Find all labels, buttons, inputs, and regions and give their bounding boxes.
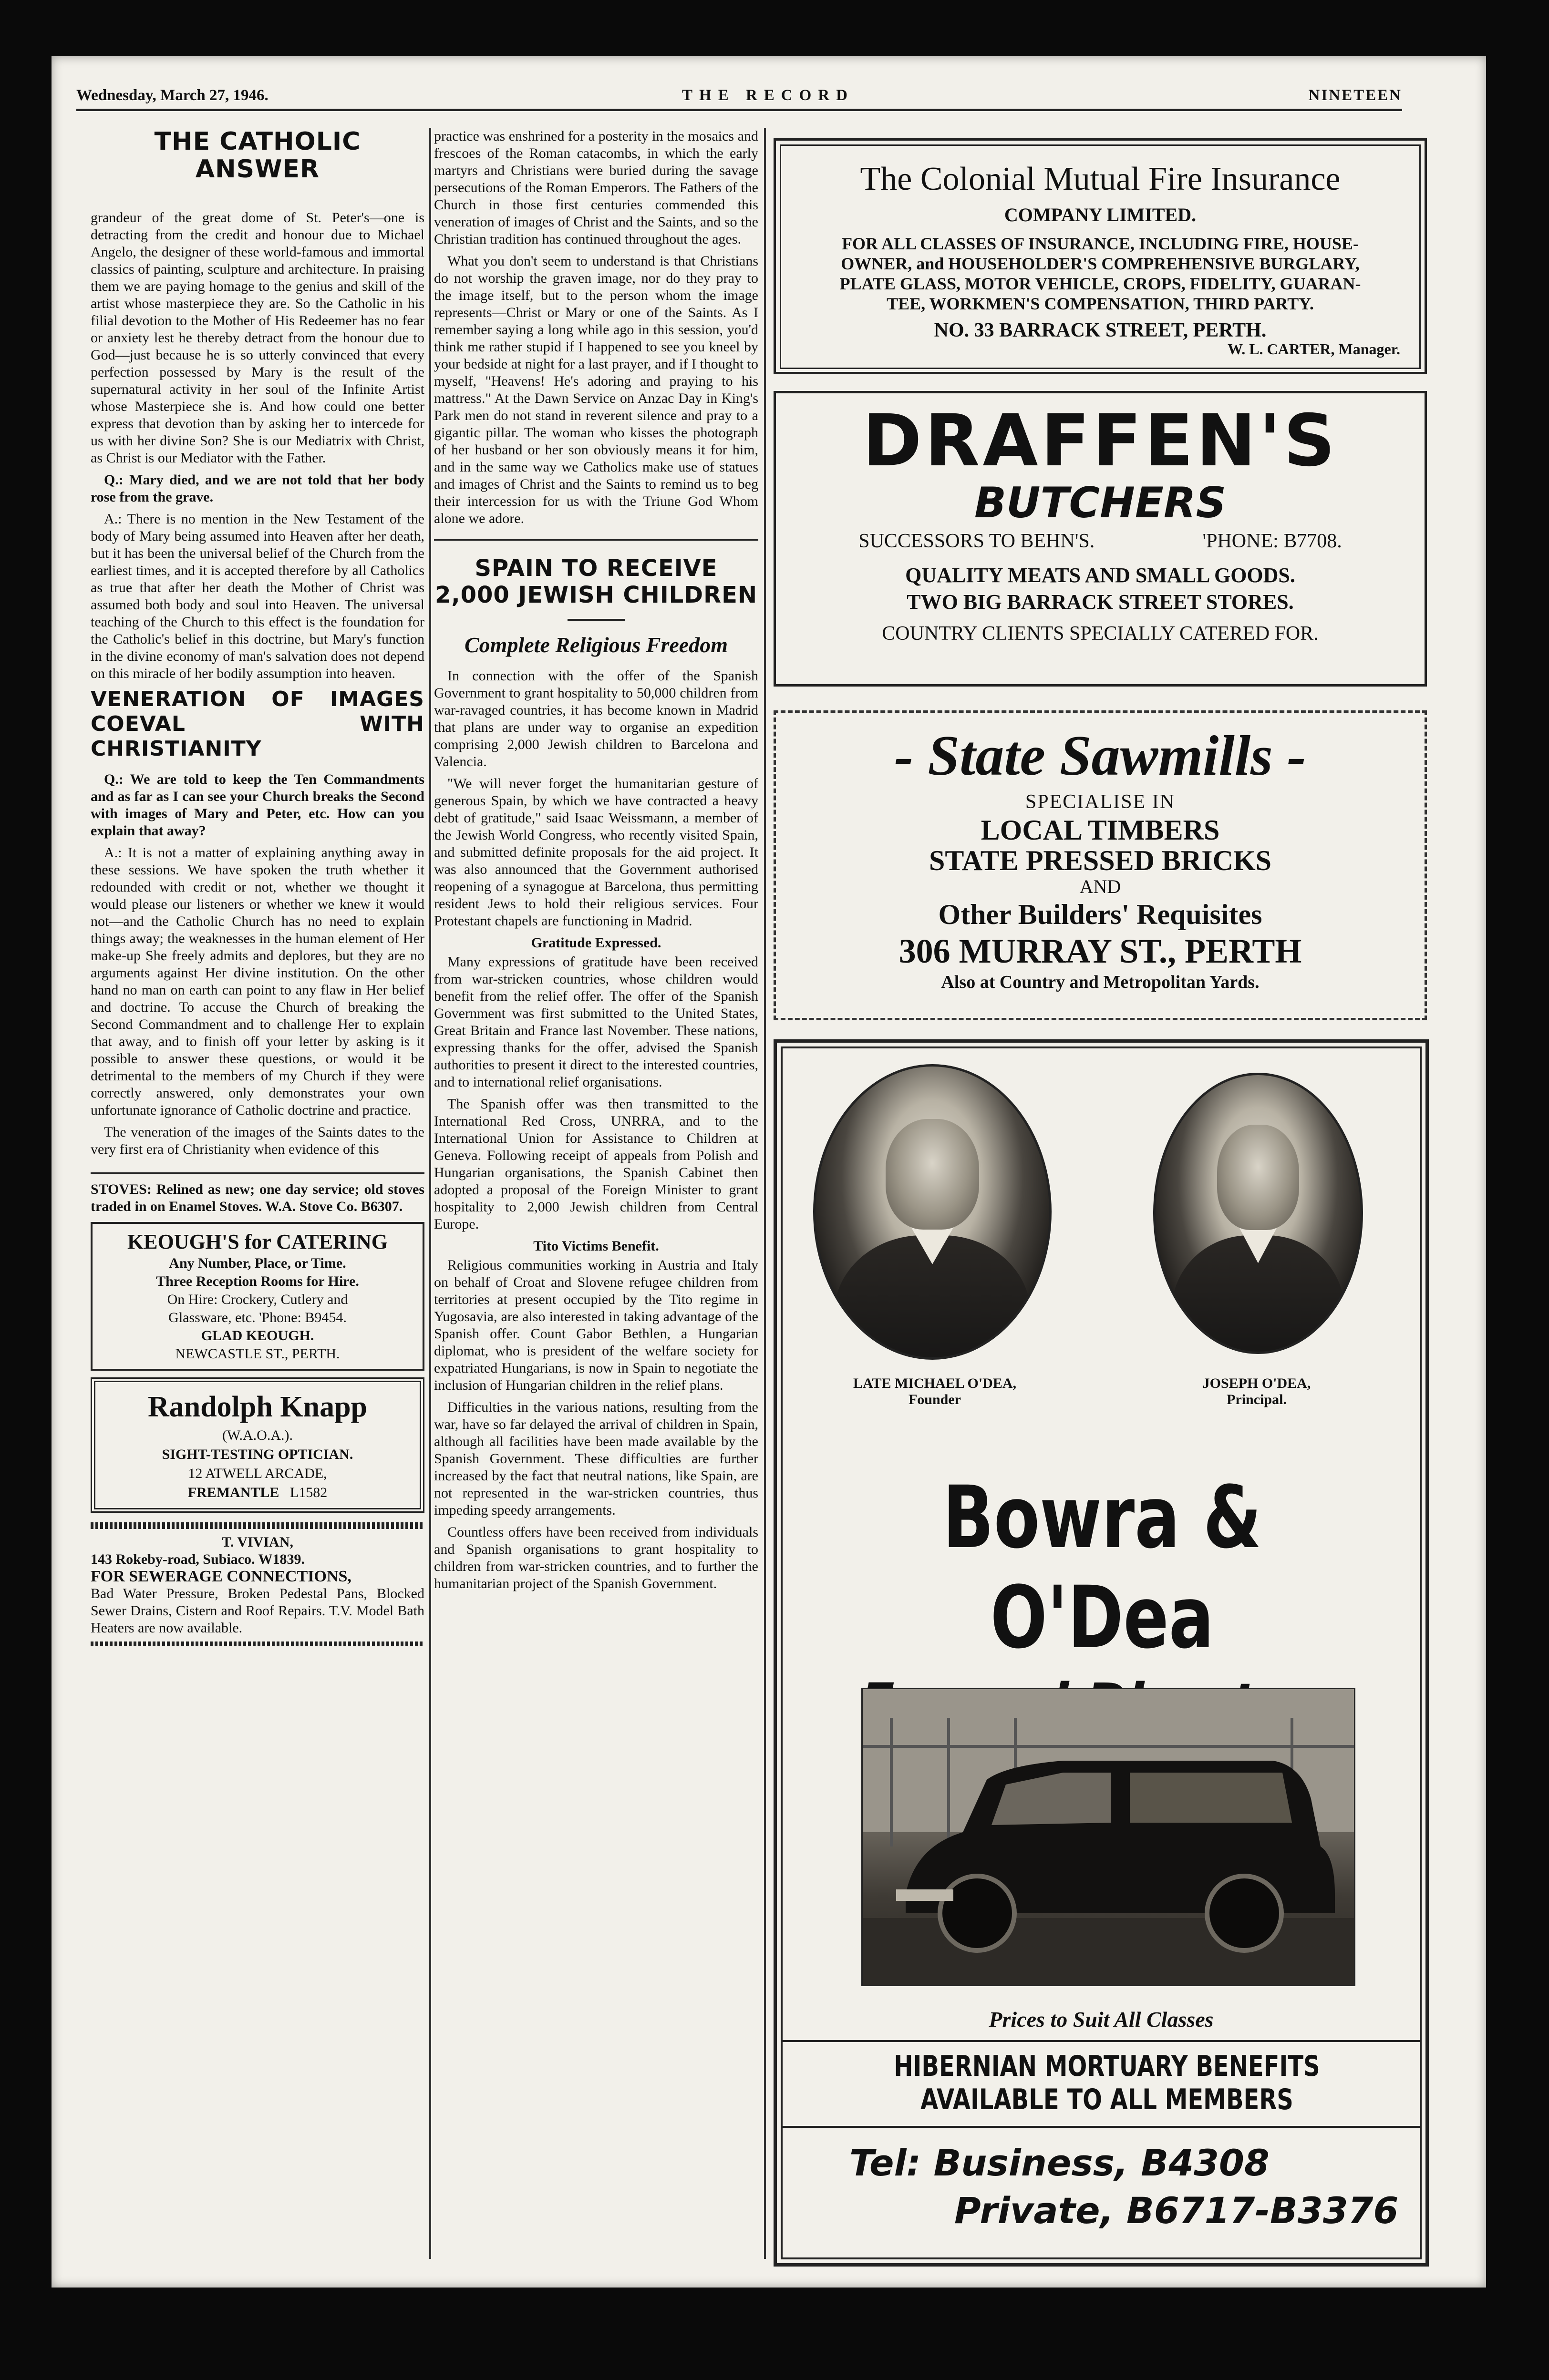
catholic-answer-heading: THE CATHOLIC ANSWER	[154, 127, 361, 184]
header-date: Wednesday, March 27, 1946.	[76, 87, 268, 104]
keough-line: GLAD KEOUGH.	[201, 1328, 314, 1344]
article-paragraph: What you don't seem to understand is that Christians do not worship the graven image, nor do they pray to the image itself, but to the person whom the image represents—Christ or Mary or one of the Saints. As I remember saying a long while ago in this session, you'd think me rather stupid if I happened to see you kneel by your bedside at night for a last prayer, and if I thought to myself, "Heavens! He's adoring and praying to his mattress." At the Dawn Service on Anzac Day in King's Park men do not stand in reverent silence and pray to a gigantic pillar. The woman who kisses the photograph of her husband or her son obviously means it for him, and in the same way we Catholics make use of statues and images of Christ and the Saints to remind us to beg their intercession for us with the Triune God Whom alone we adore.	[434, 253, 758, 526]
colonial-company: COMPANY LIMITED.	[1004, 204, 1197, 226]
article-paragraph: The veneration of the images of the Saints dates to the very first era of Christianity when evidence of this	[91, 1124, 424, 1157]
keough-line: Glassware, etc. 'Phone: B9454.	[168, 1310, 347, 1325]
vivian-headline: FOR SEWERAGE CONNECTIONS,	[91, 1568, 351, 1585]
sawmills-line: Other Builders' Requisites	[938, 899, 1262, 930]
keough-line: Any Number, Place, or Time.	[169, 1255, 346, 1271]
draffens-line: TWO BIG BARRACK STREET STORES.	[907, 590, 1294, 614]
draffens-line: QUALITY MEATS AND SMALL GOODS.	[905, 564, 1295, 587]
sawmills-line: SPECIALISE IN	[1025, 791, 1176, 813]
keough-line: NEWCASTLE ST., PERTH.	[175, 1346, 340, 1362]
question-2: Q.: We are told to keep the Ten Commandments and as far as I can see your Church breaks the Second with images of Mary and Peter, etc. How can you explain that away?	[91, 771, 424, 839]
bowra-name: Bowra & O'Dea	[942, 1468, 1262, 1668]
article-paragraph: Many expressions of gratitude have been received from war-stricken countries, whose children would benefit from the relief offer. The offer of the Spanish Government was first submitted to the United States, Great Britain and France last November. These nations, expressing thanks for the offer, advised the Spanish authorities to present it direct to the interested countries, and to international relief organisations.	[434, 954, 758, 1090]
hearse-rear-window	[1130, 1773, 1292, 1823]
knapp-line: SIGHT-TESTING OPTICIAN.	[162, 1446, 353, 1462]
subhead-gratitude: Gratitude Expressed.	[531, 935, 661, 951]
colonial-line: TEE, WORKMEN'S COMPENSATION, THIRD PARTY.	[887, 294, 1314, 313]
draffens-successors: SUCCESSORS TO BEHN'S.	[858, 530, 1095, 552]
keough-catering-ad	[91, 1222, 424, 1371]
header-paper-name: THE RECORD	[682, 87, 854, 104]
colonial-mutual-ad	[774, 138, 1427, 374]
answer-2: A.: It is not a matter of explaining anything away in these sessions. We have spoken the truth whether it redounded with credit or not, whether we thought it would please our listeners or whether we knew it would not—and the Catholic Church has no need to explain things away; the weaknesses in the human element of Her make-up She freely admits and deplores, but they are no arguments against Her divine institution. On the other hand no man on earth can point to any flaw in Her belief and doctrine. To accuse the Church of breaking the Second Commandment and to challenge Her to explain that away, and to finish off your letter by asking is it possible to answer these questions, or would it be detrimental to the members of my Church if they were correctly answered, only demonstrates your own unfortunate ignorance of Catholic doctrine and practice.	[91, 845, 424, 1118]
article-paragraph: The Spanish offer was then transmitted to the International Red Cross, UNRRA, and to the International Union for Assistance to Children at Geneva. Following receipt of appeals from Polish and Hungarian organisations, the Spanish Cabinet then adopted a proposal of the Foreign Minister to grant hospitality to 2,000 Jewish children from Central Europe.	[434, 1096, 758, 1232]
stoves-ad: STOVES: Relined as new; one day service; old stoves traded in on Enamel Stoves. W.A. Stove Co. B6307.	[91, 1181, 424, 1214]
caption-joseph-odea	[1145, 1375, 1369, 1408]
article-paragraph: "We will never forget the humanitarian gesture of generous Spain, by which we have contracted a heavy debt of gratitude," said Isaac Weissmann, a member of the Jewish World Congress, who recently visited Spain, and submitted definite proposals for the aid project. It was also announced that the Government authorised reopening of a synagogue at Barcelona, thus permitting resident Jews to hold their religious services. Four Protestant chapels are functioning in Madrid.	[434, 776, 758, 929]
colonial-line: FOR ALL CLASSES OF INSURANCE, INCLUDING FIRE, HOUSE-	[842, 234, 1359, 253]
page-header	[76, 85, 1402, 111]
state-sawmills-ad	[774, 710, 1427, 1020]
draffens-name: DRAFFEN'S	[862, 400, 1338, 482]
colonial-line: OWNER, and HOUSEHOLDER'S COMPREHENSIVE BURGLARY,	[841, 254, 1360, 273]
divider	[91, 1172, 424, 1174]
sawmills-address: 306 MURRAY ST., PERTH	[898, 932, 1302, 970]
answer-1: A.: There is no mention in the New Testament of the body of Mary being assumed into Heaven after her death, but it has been the universal belief of the Church from the earliest times, and it is accepted therefore by all Catholics as true that after her death the Mother of Christ was assumed both body and soul into Heaven. The universal teaching of the Church to this effect is the foundation for the Catholic's belief in this doctrine, but Mary's function in the divine economy of man's salvation does not depend on this miracle of her bodily assumption into heaven.	[91, 511, 424, 681]
spain-heading: SPAIN TO RECEIVE 2,000 JEWISH CHILDREN	[434, 555, 758, 608]
divider	[783, 2040, 1420, 2042]
caption-name: LATE MICHAEL O'DEA,	[853, 1375, 1016, 1391]
article-paragraph: Difficulties in the various nations, resulting from the war, have so far delayed the arrival of children in Spain, although all facilities have been made available by the Spanish Government. These difficulties are further increased by the fact that neutral nations, like Spain, are not represented in the war-stricken countries, thus impeding speedy arrangements.	[434, 1399, 758, 1518]
article-paragraph: Religious communities working in Austria and Italy on behalf of Croat and Slovene refugee children from territories at present occupied by the Tito regime in Yugosavia, are also interested in taking advantage of the Spanish offer. Count Gabor Bethlen, a Hungarian diplomat, who is president of the welfare society for expatriated Hungarians, is now in Spain to negotiate the inclusion of Hungarian children in the relief plans.	[434, 1257, 758, 1393]
veneration-heading: VENERATION OF IMAGES COEVAL WITH CHRISTIANITY	[91, 687, 424, 761]
bowra-prices: Prices to Suit All Classes	[989, 2007, 1214, 2031]
article-paragraph: grandeur of the great dome of St. Peter's—one is detracting from the credit and honour due to Michael Angelo, the designer of these world-famous and immortal classics of painting, sculpture and architecture. In praising them we are paying homage to the genius and skill of the artist whose masterpiece they are. So the Catholic in his filial devotion to the Mother of His Redeemer has no fear or anxiety lest he thereby detract from the honour due to God—just because he is so utterly convinced that every perfection possessed by Mary is the result of the supernatural activity in her soul of the Infinite Artist whose Masterpiece she is. And how could one better express that devotion than by asking her to intercede for us with her divine Son? She is our Mediatrix with Christ, as Christ is our Mediator with the Father.	[91, 210, 424, 466]
knapp-optician-ad	[91, 1377, 424, 1513]
draffens-phone: 'PHONE: B7708.	[1202, 530, 1342, 552]
hearse-rear-wheel	[1207, 1876, 1281, 1950]
hearse-front-wheel	[940, 1876, 1014, 1950]
draffens-line: COUNTRY CLIENTS SPECIALLY CATERED FOR.	[882, 623, 1319, 645]
caption-role: Founder	[908, 1392, 961, 1407]
draffens-info-row	[776, 527, 1425, 555]
portrait-face	[1217, 1125, 1299, 1230]
spain-subheading: Complete Religious Freedom	[465, 633, 728, 657]
article-paragraph: In connection with the offer of the Spanish Government to grant hospitality to 50,000 children from war-ravaged countries, it has become known in Madrid that plans are under way to organise an expedition comprising 2,000 Jewish children to Barcelona and Valencia.	[434, 668, 758, 769]
knapp-phone: L1582	[289, 1485, 328, 1500]
knapp-title: Randolph Knapp	[147, 1391, 368, 1423]
draffens-butchers: BUTCHERS	[974, 478, 1227, 527]
knapp-town: FREMANTLE	[187, 1485, 279, 1500]
divider	[434, 539, 758, 541]
hearse-bumper	[896, 1889, 953, 1901]
column-rule-2	[764, 128, 766, 2259]
hibernian-benefits: HIBERNIAN MORTUARY BENEFITS AVAILABLE TO ALL MEMBERS	[894, 2050, 1320, 2116]
caption-name: JOSEPH O'DEA,	[1202, 1375, 1311, 1391]
caption-role: Principal.	[1227, 1392, 1287, 1407]
article-paragraph: practice was enshrined for a posterity in the mosaics and frescoes of the Roman catacombs, in which the early martyrs and Christians were buried during the savage persecutions of the Roman Emperors. The Fathers of the Church in those first centuries commended this veneration of images of Christ and the Saints, and so the Christian tradition has continued throughout the ages.	[434, 128, 758, 247]
vivian-address: 143 Rokeby-road, Subiaco. W1839.	[91, 1551, 305, 1567]
vivian-body: Bad Water Pressure, Broken Pedestal Pans, Blocked Sewer Drains, Cistern and Roof Repairs. T.V. Model Bath Heaters are now available.	[91, 1586, 424, 1636]
hearse-photo	[861, 1688, 1355, 1986]
keough-title: KEOUGH'S for CATERING	[127, 1230, 388, 1253]
bowra-tel-private: Private, B6717-B3376	[954, 2189, 1399, 2232]
question-1: Q.: Mary died, and we are not told that her body rose from the grave.	[91, 472, 424, 505]
column-spain-article	[434, 128, 758, 1597]
colonial-title: The Colonial Mutual Fire Insurance	[860, 161, 1341, 197]
sawmills-line: LOCAL TIMBERS	[981, 814, 1220, 846]
sawmills-line: STATE PRESSED BRICKS	[929, 845, 1271, 876]
bowra-tel-business: Tel: Business, B4308	[849, 2142, 1270, 2184]
divider	[783, 2126, 1420, 2128]
colonial-manager: W. L. CARTER, Manager.	[1228, 340, 1400, 358]
sawmills-line: AND	[1079, 876, 1121, 897]
portrait-michael-odea	[813, 1064, 1052, 1360]
header-page-number: NINETEEN	[1308, 87, 1402, 104]
sawmills-title: - State Sawmills -	[894, 724, 1306, 787]
subhead-tito: Tito Victims Benefit.	[533, 1238, 659, 1254]
knapp-line: 12 ATWELL ARCADE,	[188, 1466, 327, 1481]
vivian-name: T. VIVIAN,	[222, 1534, 293, 1550]
colonial-address: NO. 33 BARRACK STREET, PERTH.	[934, 319, 1267, 341]
article-paragraph: Countless offers have been received from individuals and Spanish organisations to grant hospitality to children from war-stricken countries, and to further the humanitarian project of the Spanish Government.	[434, 1524, 758, 1591]
ornament-rule	[91, 1522, 424, 1529]
short-rule	[568, 619, 625, 621]
column-rule-1	[429, 128, 431, 2259]
keough-line: On Hire: Crockery, Cutlery and	[167, 1292, 348, 1307]
ornament-rule	[91, 1641, 424, 1646]
colonial-line: PLATE GLASS, MOTOR VEHICLE, CROPS, FIDELITY, GUARAN-	[839, 274, 1361, 293]
hearse-illustration	[863, 1689, 1354, 1985]
portrait-joseph-odea	[1153, 1073, 1363, 1354]
caption-michael-odea	[811, 1375, 1059, 1408]
draffens-butchers-ad	[774, 391, 1427, 687]
portrait-face	[886, 1119, 979, 1230]
column-catholic-answer	[91, 128, 424, 1646]
knapp-line: (W.A.O.A.).	[222, 1427, 293, 1443]
sawmills-line: Also at Country and Metropolitan Yards.	[941, 972, 1260, 992]
keough-line: Three Reception Rooms for Hire.	[156, 1273, 359, 1289]
